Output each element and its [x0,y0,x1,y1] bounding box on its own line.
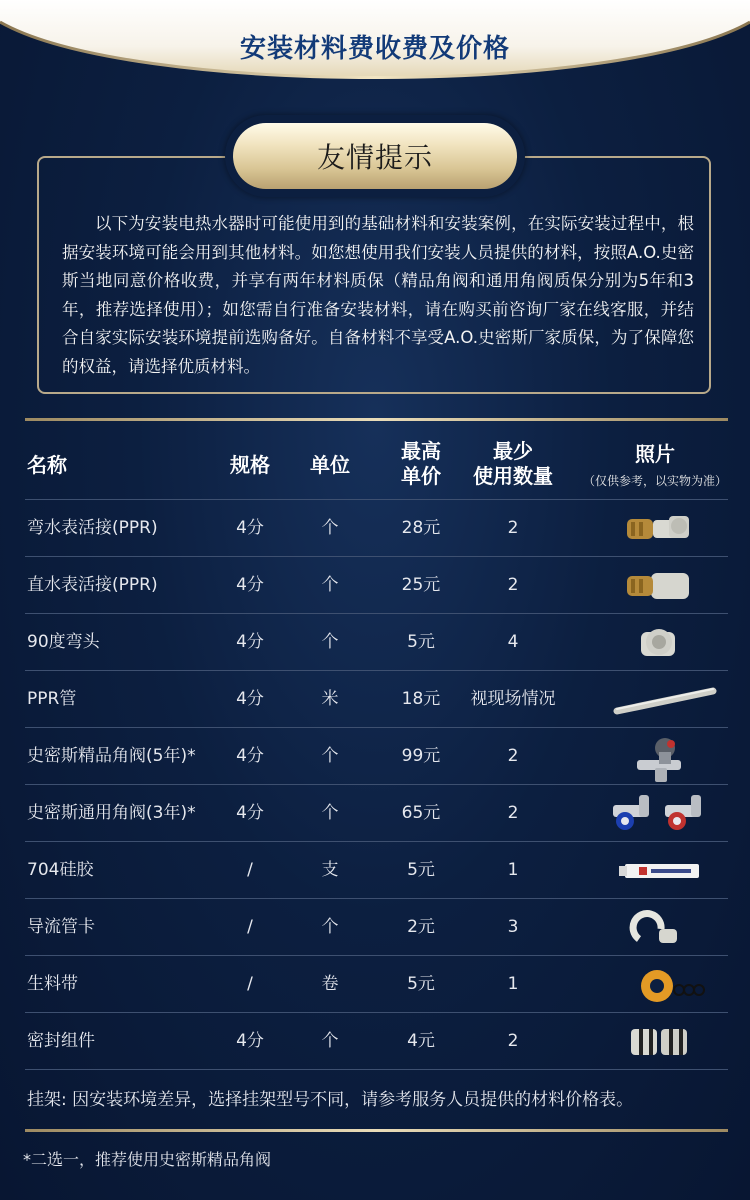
row-name: 密封组件 [27,1031,95,1051]
header-spec: 规格 [230,453,270,477]
row-unit: 支 [321,860,339,880]
row-spec: / [247,860,253,880]
row-unit: 个 [321,632,339,652]
notice-heading: 友情提示 [233,123,517,189]
header-qty-line1: 最少 [493,439,533,463]
row-qty: 2 [507,746,519,766]
row-unit: 个 [321,746,339,766]
header-unit: 单位 [310,453,350,477]
table-top-divider [25,418,728,421]
row-unit: 卷 [321,974,339,994]
angle-valve-pair-icon [595,785,725,842]
header-photo: 照片 [635,442,675,466]
row-qty: 1 [507,860,519,880]
silicone-tube-icon [595,842,725,899]
page-title: 安装材料费收费及价格 [239,34,510,64]
row-unit: 个 [321,1031,339,1051]
row-name: 生料带 [27,974,78,994]
bottom-note: *二选一，推荐使用史密斯精品角阀 [23,1150,272,1169]
table-row [25,1013,728,1070]
table-row [25,785,728,842]
row-qty: 1 [507,974,519,994]
header-price-line1: 最高 [401,439,441,463]
elbow-icon [595,614,725,671]
row-name: 史密斯精品角阀(5年)* [27,746,196,766]
row-qty: 2 [507,518,519,538]
table-bottom-divider [25,1129,728,1132]
header-price-line2: 单价 [401,464,441,488]
row-price: 99元 [401,746,441,766]
row-unit: 个 [321,575,339,595]
elbow-union-icon [595,500,725,557]
notice-body: 以下为安装电热水器时可能使用到的基础材料和安装案例，在实际安装过程中，根据安装环境可能会用到其他材料。如您想使用我们安装人员提供的材料，按照A.O.史密斯当地同意价格收费，并享有两年材料质保（精品角阀和通用角阀质保分别为5年和3年，推荐选择使用）；如您需自行准备安装材料，请在购买前咨询厂家在线客服，并结合自家实际安装环境提前选购备好。自备材料不享受A.O.史密斯厂家质保，为了保障您的权益，请选择优质材料。 [62,214,694,376]
row-price: 25元 [401,575,441,595]
row-name: 导流管卡 [27,917,95,937]
row-name: PPR管 [27,689,77,709]
row-spec: 4分 [236,575,264,595]
row-spec: / [247,974,253,994]
table-row [25,614,728,671]
row-name: 90度弯头 [27,632,100,652]
row-name: 直水表活接(PPR) [27,575,158,595]
row-qty: 2 [507,575,519,595]
pipe-icon [595,671,725,728]
row-spec: 4分 [236,689,264,709]
row-unit: 米 [321,689,339,709]
row-qty: 4 [507,632,519,652]
seal-kit-icon [595,1013,725,1070]
row-unit: 个 [321,518,339,538]
row-qty: 视现场情况 [470,689,556,709]
row-qty: 2 [507,1031,519,1051]
header-name: 名称 [27,453,67,477]
row-unit: 个 [321,803,339,823]
row-spec: / [247,917,253,937]
ptfe-tape-icon [595,956,725,1013]
premium-angle-valve-icon [595,728,725,785]
table-row [25,671,728,728]
row-spec: 4分 [236,632,264,652]
row-price: 5元 [407,632,435,652]
row-price: 2元 [407,917,435,937]
row-spec: 4分 [236,746,264,766]
table-row [25,557,728,614]
row-price: 5元 [407,974,435,994]
row-name: 704硅胶 [27,860,94,880]
header-photo-note: （仅供参考，以实物为准） [582,474,727,488]
row-spec: 4分 [236,1031,264,1051]
row-price: 4元 [407,1031,435,1051]
row-price: 18元 [401,689,441,709]
row-qty: 3 [507,917,519,937]
table-row [25,728,728,785]
table-row [25,899,728,956]
row-name: 弯水表活接(PPR) [27,518,158,538]
row-spec: 4分 [236,803,264,823]
pipe-clip-icon [595,899,725,956]
row-spec: 4分 [236,518,264,538]
straight-union-icon [595,557,725,614]
header-qty-line2: 使用数量 [473,464,553,488]
row-name: 史密斯通用角阀(3年)* [27,803,196,823]
table-row [25,842,728,899]
row-price: 65元 [401,803,441,823]
table-row [25,956,728,1013]
top-banner [0,0,750,100]
row-unit: 个 [321,917,339,937]
row-price: 28元 [401,518,441,538]
row-price: 5元 [407,860,435,880]
table-footnote: 挂架: 因安装环境差异，选择挂架型号不同，请参考服务人员提供的材料价格表。 [27,1090,634,1110]
table-row [25,500,728,557]
row-qty: 2 [507,803,519,823]
